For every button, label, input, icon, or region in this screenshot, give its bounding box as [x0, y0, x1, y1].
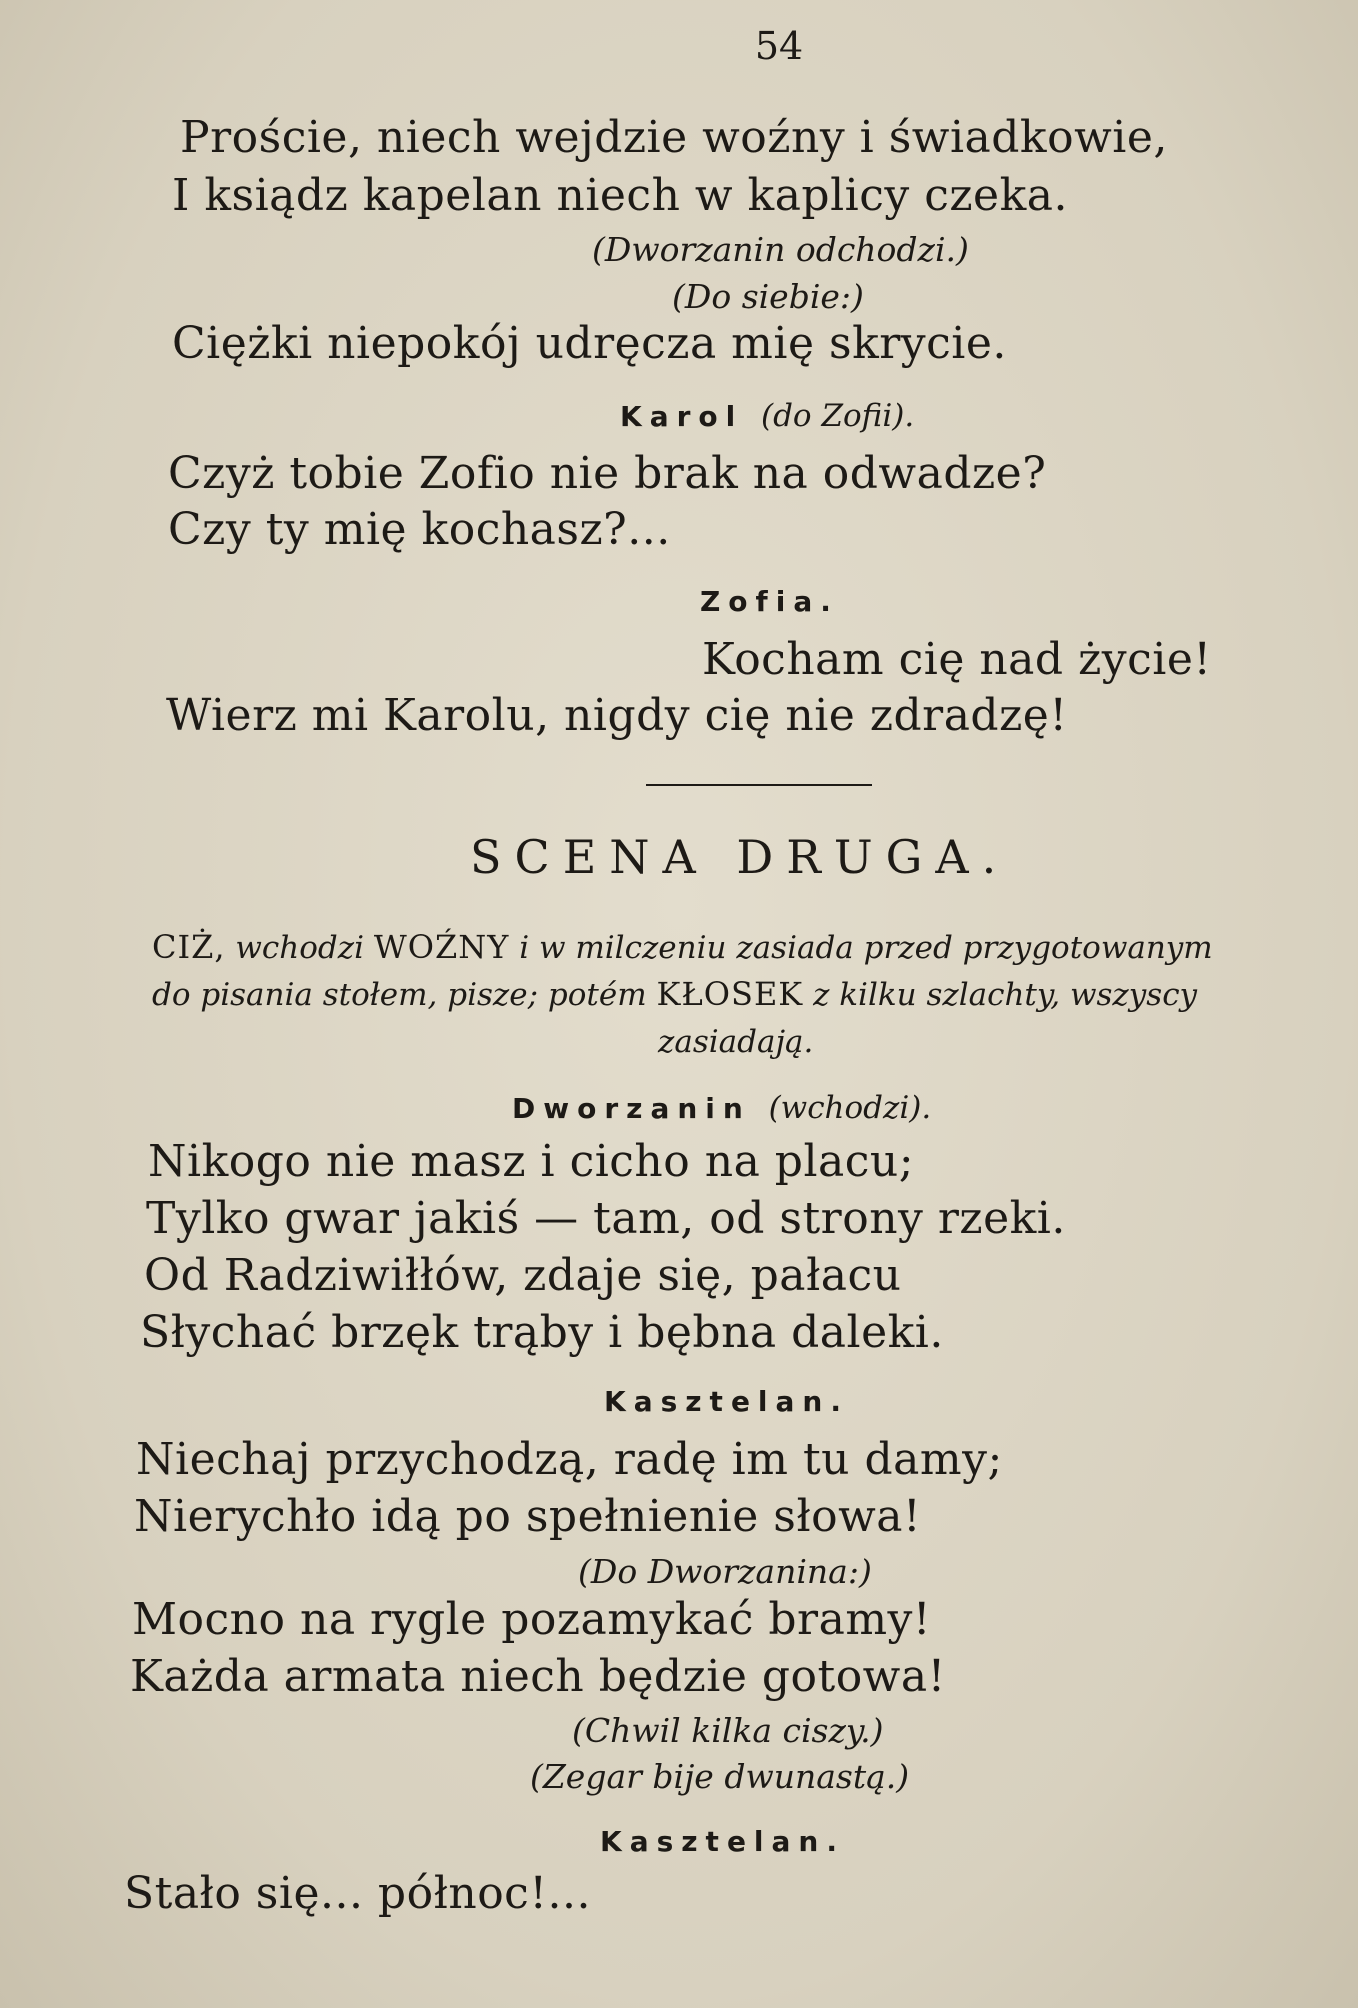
speaker-heading: Kasztelan.	[604, 1385, 849, 1418]
stage-direction: (Dworzanin odchodzi.)	[592, 230, 969, 269]
stage-direction: (Do Dworzanina:)	[578, 1552, 872, 1591]
verse-line: Mocno na rygle pozamykać bramy!	[132, 1594, 932, 1645]
description-text: z kilku szlachty, wszyscy	[813, 977, 1198, 1013]
description-text: i w milczeniu zasiada przed przygotowanym	[519, 930, 1213, 966]
verse-line: Ciężki niepokój udręcza mię skrycie.	[172, 318, 1007, 369]
stage-direction: (Chwil kilka ciszy.)	[572, 1711, 884, 1750]
verse-line: Od Radziwiłłów, zdaje się, pałacu	[144, 1250, 902, 1301]
scene-description-line	[152, 928, 1213, 966]
speaker-heading	[620, 398, 914, 434]
scene-description-line	[152, 975, 1197, 1013]
verse-line: Stało się... północ!...	[124, 1868, 591, 1919]
character-name: KŁOSEK	[656, 975, 804, 1013]
speaker-note: (wchodzi).	[768, 1090, 932, 1126]
page-number: 54	[754, 24, 804, 68]
speaker-note: (do Zofii).	[760, 398, 915, 434]
speaker-heading: Kasztelan.	[600, 1825, 845, 1858]
speaker-name: Karol	[620, 400, 744, 433]
speaker-heading	[512, 1090, 931, 1126]
speaker-name: Dworzanin	[512, 1092, 751, 1125]
description-text: do pisania stołem, pisze; potém	[152, 977, 647, 1013]
scene-description-line: zasiadają.	[658, 1024, 814, 1060]
verse-line: I ksiądz kapelan niech w kaplicy czeka.	[172, 170, 1068, 221]
verse-line: Słychać brzęk trąby i bębna daleki.	[140, 1307, 944, 1358]
character-name: CIŻ,	[152, 928, 226, 966]
verse-line: Niechaj przychodzą, radę im tu damy;	[136, 1434, 1003, 1485]
description-text: wchodzi	[235, 930, 365, 966]
verse-line: Czy ty mię kochasz?...	[168, 504, 671, 555]
verse-line: Czyż tobie Zofio nie brak na odwadze?	[168, 448, 1047, 499]
verse-line: Nikogo nie masz i cicho na placu;	[148, 1136, 915, 1187]
section-divider	[646, 784, 872, 786]
stage-direction: (Do siebie:)	[672, 277, 864, 316]
stage-direction: (Zegar bije dwunastą.)	[530, 1757, 910, 1796]
verse-line: Kocham cię nad życie!	[702, 634, 1212, 685]
verse-line: Każda armata niech będzie gotowa!	[130, 1651, 946, 1702]
scene-title: SCENA DRUGA.	[470, 830, 1010, 884]
speaker-heading: Zofia.	[700, 585, 839, 618]
verse-line: Nierychło idą po spełnienie słowa!	[134, 1491, 922, 1542]
verse-line: Wierz mi Karolu, nigdy cię nie zdradzę!	[166, 690, 1068, 741]
verse-line: Tylko gwar jakiś — tam, od strony rzeki.	[146, 1193, 1066, 1244]
verse-line: Proście, niech wejdzie woźny i świadkowie,	[180, 112, 1168, 163]
character-name: WOŹNY	[373, 928, 510, 966]
